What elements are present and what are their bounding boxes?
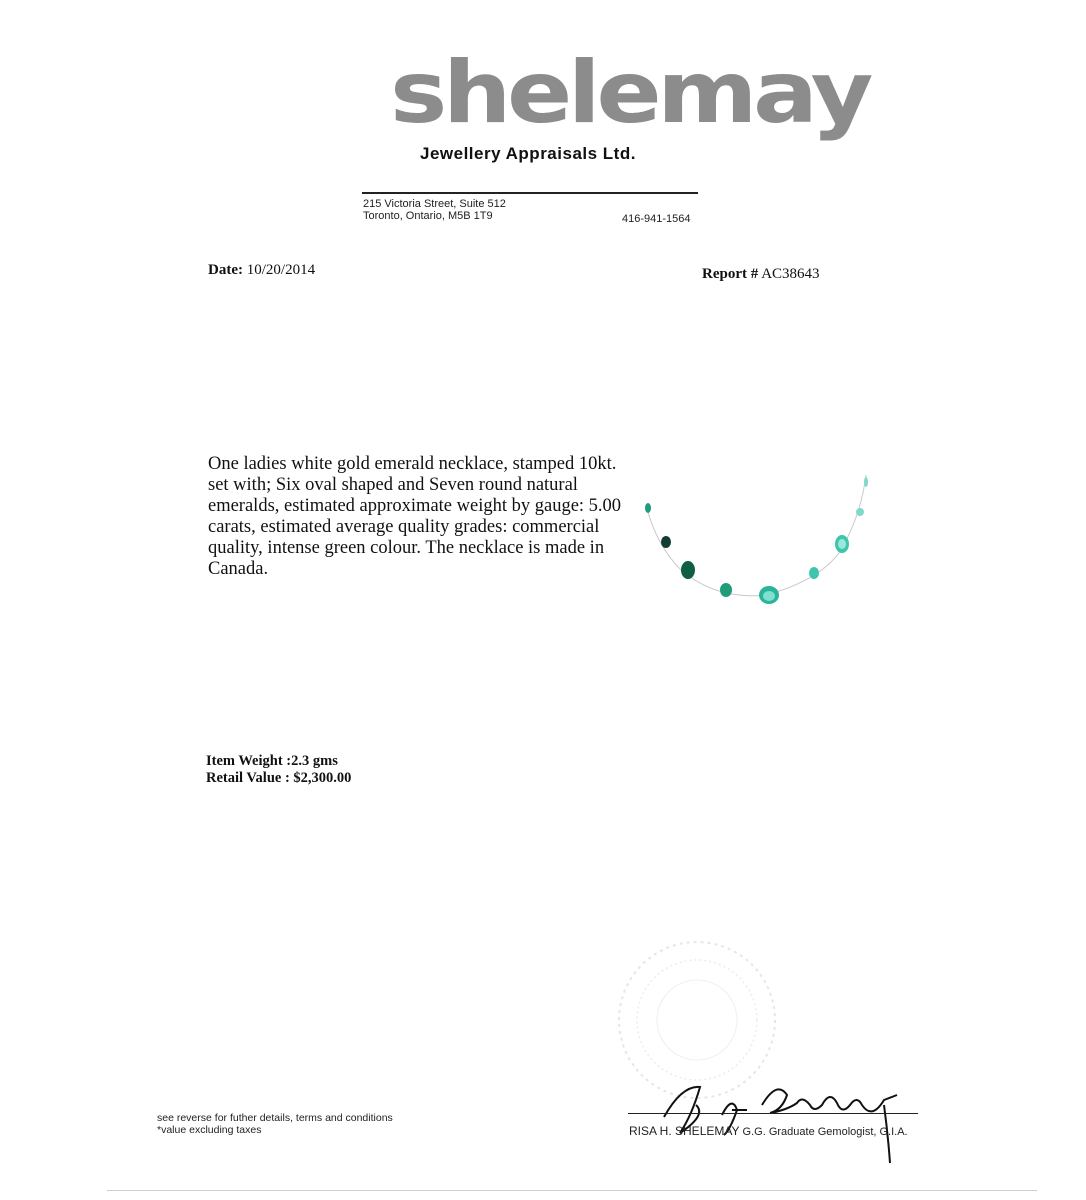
date-label: Date: (208, 262, 243, 278)
letterhead-divider (362, 192, 698, 194)
value-label: Retail Value : (206, 770, 290, 786)
address-line-2: Toronto, Ontario, M5B 1T9 (363, 210, 493, 222)
company-logo: shelemay (390, 43, 869, 143)
footer-notes (157, 1112, 393, 1136)
report-number-value: AC38643 (761, 266, 820, 282)
item-description: One ladies white gold emerald necklace, stamped 10kt. set with; Six oval shaped and Seven round natural emeralds, estimated approximate weight by gauge: 5.00 carats, estimated average quality grades: commercial quality, intense green colour. The necklace is made in Canada. (208, 454, 622, 579)
necklace-photo (636, 470, 876, 660)
company-address (363, 198, 506, 222)
value-amount: $2,300.00 (293, 770, 352, 786)
gemologist-name: RISA H. SHELEMAY (629, 1124, 740, 1138)
company-name: Jewellery Appraisals Ltd. (420, 144, 636, 163)
address-line-1: 215 Victoria Street, Suite 512 (363, 198, 506, 210)
terms-note: see reverse for futher details, terms and conditions (157, 1112, 393, 1124)
gemologist-credit (629, 1124, 908, 1138)
page-bottom-rule (107, 1190, 1037, 1191)
report-date (208, 262, 315, 279)
report-number (702, 266, 820, 283)
retail-value (206, 770, 351, 787)
tax-note: *value excluding taxes (157, 1124, 262, 1136)
weight-value: 2.3 gms (291, 753, 338, 769)
item-details (206, 753, 351, 787)
date-value: 10/20/2014 (246, 262, 316, 278)
report-number-label: Report # (702, 266, 759, 282)
handwritten-signature (652, 1075, 922, 1165)
gemologist-title: G.G. Graduate Gemologist, G.I.A. (742, 1126, 908, 1138)
item-weight (206, 753, 351, 770)
weight-label: Item Weight : (206, 753, 292, 769)
signature-line (628, 1113, 918, 1114)
company-phone: 416-941-1564 (622, 213, 691, 225)
